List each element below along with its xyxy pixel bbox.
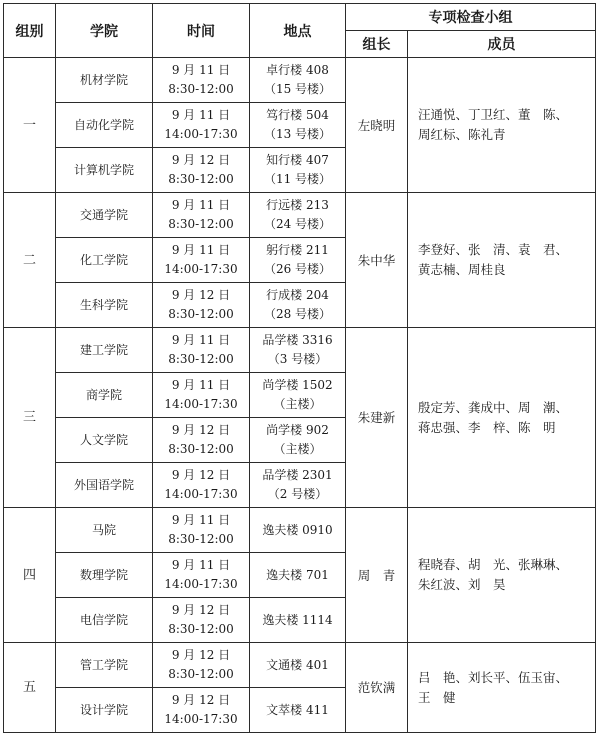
- member-line: 李登好、张 清、袁 君、: [418, 242, 569, 257]
- time-date: 9 月 11 日: [171, 333, 231, 347]
- time-cell: [153, 553, 250, 598]
- header-row-1: [4, 4, 596, 31]
- college-cell: 自动化学院: [56, 103, 153, 148]
- time-cell: [153, 193, 250, 238]
- place-building-note: （主楼）: [273, 442, 322, 456]
- table-row: [4, 58, 596, 103]
- member-line: 汪通悦、丁卫红、董 陈、: [418, 107, 569, 122]
- time-hours: 8:30-12:00: [168, 217, 234, 231]
- college-cell: 生科学院: [56, 283, 153, 328]
- place-cell: [250, 193, 346, 238]
- time-cell: [153, 58, 250, 103]
- time-date: 9 月 11 日: [171, 243, 231, 257]
- place-building-note: （2 号楼）: [267, 487, 328, 501]
- college-cell: 电信学院: [56, 598, 153, 643]
- place-building-note: （28 号楼）: [263, 307, 332, 321]
- time-cell: [153, 598, 250, 643]
- place-building: 文通楼 401: [266, 657, 329, 672]
- header-leader: 组长: [346, 31, 408, 58]
- college-cell: 数理学院: [56, 553, 153, 598]
- group-label-cell: 二: [4, 193, 56, 328]
- place-building: 卓行楼 408: [266, 63, 329, 77]
- time-hours: 14:00-17:30: [164, 397, 238, 411]
- time-hours: 8:30-12:00: [168, 442, 234, 456]
- time-cell: [153, 508, 250, 553]
- time-date: 9 月 12 日: [171, 693, 231, 707]
- time-date: 9 月 12 日: [171, 468, 231, 482]
- member-line: 朱红波、刘 昊: [418, 577, 506, 592]
- time-date: 9 月 12 日: [171, 153, 231, 167]
- table-header: [4, 4, 596, 58]
- time-cell: [153, 418, 250, 463]
- leader-cell: 周 青: [346, 508, 408, 643]
- place-cell: [250, 508, 346, 553]
- header-members: 成员: [408, 31, 596, 58]
- members-cell: [408, 58, 596, 193]
- time-date: 9 月 12 日: [171, 288, 231, 302]
- time-hours: 8:30-12:00: [168, 622, 234, 636]
- place-building: 躬行楼 211: [266, 243, 329, 257]
- college-cell: 计算机学院: [56, 148, 153, 193]
- place-building: 尚学楼 902: [266, 423, 329, 437]
- time-hours: 14:00-17:30: [164, 577, 238, 591]
- table-body: [4, 58, 596, 733]
- member-line: 黄志楠、周桂良: [418, 262, 506, 277]
- place-building: 品学楼 3316: [262, 333, 333, 347]
- time-date: 9 月 11 日: [171, 198, 231, 212]
- place-cell: [250, 688, 346, 733]
- place-building: 行远楼 213: [266, 198, 329, 212]
- time-hours: 8:30-12:00: [168, 532, 234, 546]
- college-cell: 建工学院: [56, 328, 153, 373]
- member-line: 蒋忠强、李 梓、陈 明: [418, 419, 556, 435]
- table-row: [4, 193, 596, 238]
- group-label-cell: 一: [4, 58, 56, 193]
- members-cell: [408, 643, 596, 733]
- place-cell: [250, 373, 346, 418]
- table-row: [4, 643, 596, 688]
- place-cell: [250, 418, 346, 463]
- place-cell: [250, 103, 346, 148]
- inspection-schedule-table: [3, 3, 596, 733]
- place-cell: [250, 643, 346, 688]
- table-row: [4, 328, 596, 373]
- place-building-note: （11 号楼）: [263, 172, 332, 186]
- place-building: 笃行楼 504: [266, 108, 329, 122]
- leader-cell: 朱建新: [346, 328, 408, 508]
- time-hours: 14:00-17:30: [164, 262, 238, 276]
- time-date: 9 月 11 日: [171, 108, 231, 122]
- place-cell: [250, 148, 346, 193]
- place-building: 逸夫楼 1114: [262, 612, 333, 627]
- college-cell: 管工学院: [56, 643, 153, 688]
- time-cell: [153, 643, 250, 688]
- time-hours: 8:30-12:00: [168, 307, 234, 321]
- college-cell: 机材学院: [56, 58, 153, 103]
- header-team: 专项检查小组: [346, 4, 596, 31]
- header-college: 学院: [56, 4, 153, 58]
- college-cell: 商学院: [56, 373, 153, 418]
- time-date: 9 月 11 日: [171, 558, 231, 572]
- time-date: 9 月 12 日: [171, 603, 231, 617]
- time-cell: [153, 688, 250, 733]
- time-date: 9 月 12 日: [171, 648, 231, 662]
- place-building-note: （主楼）: [273, 397, 322, 411]
- place-cell: [250, 238, 346, 283]
- place-building-note: （13 号楼）: [263, 127, 332, 141]
- place-building: 逸夫楼 701: [266, 567, 329, 582]
- member-line: 程晓春、胡 光、张琳琳、: [418, 557, 569, 572]
- leader-cell: 朱中华: [346, 193, 408, 328]
- place-building: 行成楼 204: [266, 288, 329, 302]
- place-building: 逸夫楼 0910: [262, 522, 333, 537]
- time-date: 9 月 11 日: [171, 63, 231, 77]
- group-label-cell: 三: [4, 328, 56, 508]
- header-place: 地点: [250, 4, 346, 58]
- college-cell: 马院: [56, 508, 153, 553]
- place-building: 品学楼 2301: [262, 468, 333, 482]
- place-building: 文萃楼 411: [266, 702, 329, 717]
- place-building-note: （3 号楼）: [267, 352, 328, 366]
- college-cell: 设计学院: [56, 688, 153, 733]
- time-date: 9 月 12 日: [171, 423, 231, 437]
- group-label-cell: 四: [4, 508, 56, 643]
- place-building: 尚学楼 1502: [262, 378, 333, 392]
- place-cell: [250, 58, 346, 103]
- time-cell: [153, 373, 250, 418]
- member-line: 殷定芳、龚成中、周 潮、: [418, 399, 569, 415]
- group-label-cell: 五: [4, 643, 56, 733]
- place-cell: [250, 463, 346, 508]
- time-cell: [153, 463, 250, 508]
- members-cell: [408, 193, 596, 328]
- place-cell: [250, 553, 346, 598]
- place-building-note: （26 号楼）: [263, 262, 332, 276]
- time-hours: 14:00-17:30: [164, 487, 238, 501]
- time-hours: 8:30-12:00: [168, 352, 234, 366]
- member-line: 周红标、陈礼青: [418, 127, 506, 142]
- time-cell: [153, 148, 250, 193]
- time-hours: 14:00-17:30: [164, 127, 238, 141]
- member-line: 王 健: [418, 689, 456, 705]
- member-line: 吕 艳、刘长平、伍玉宙、: [418, 669, 569, 685]
- time-date: 9 月 11 日: [171, 378, 231, 392]
- college-cell: 外国语学院: [56, 463, 153, 508]
- place-building: 知行楼 407: [266, 153, 329, 167]
- members-cell: [408, 328, 596, 508]
- college-cell: 化工学院: [56, 238, 153, 283]
- leader-cell: 左晓明: [346, 58, 408, 193]
- members-cell: [408, 508, 596, 643]
- college-cell: 交通学院: [56, 193, 153, 238]
- time-hours: 8:30-12:00: [168, 82, 234, 96]
- header-time: 时间: [153, 4, 250, 58]
- place-building-note: （24 号楼）: [263, 217, 332, 231]
- place-cell: [250, 328, 346, 373]
- time-hours: 14:00-17:30: [164, 712, 238, 726]
- header-group: 组别: [4, 4, 56, 58]
- college-cell: 人文学院: [56, 418, 153, 463]
- time-date: 9 月 11 日: [171, 513, 231, 527]
- time-cell: [153, 328, 250, 373]
- time-cell: [153, 103, 250, 148]
- time-cell: [153, 238, 250, 283]
- place-building-note: （15 号楼）: [263, 82, 332, 96]
- leader-cell: 范钦满: [346, 643, 408, 733]
- time-cell: [153, 283, 250, 328]
- time-hours: 8:30-12:00: [168, 667, 234, 681]
- place-cell: [250, 283, 346, 328]
- table-row: [4, 508, 596, 553]
- time-hours: 8:30-12:00: [168, 172, 234, 186]
- place-cell: [250, 598, 346, 643]
